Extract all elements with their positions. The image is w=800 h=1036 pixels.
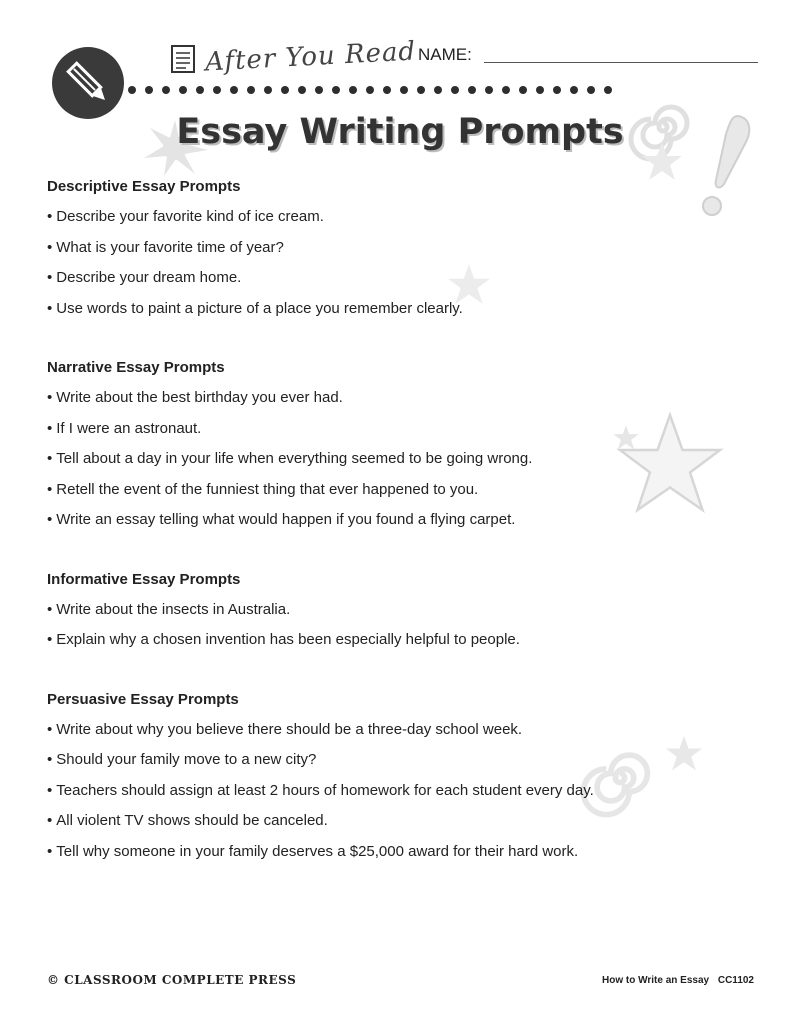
dot-divider (128, 86, 612, 94)
prompt-item: • All violent TV shows should be canceled. (47, 812, 328, 829)
prompt-item: • Write an essay telling what would happen if you found a flying carpet. (47, 511, 516, 528)
prompt-item: • Write about why you believe there should be a three-day school week. (47, 720, 523, 738)
prompt-item: • Describe your dream home. (47, 269, 242, 286)
pencil-badge (52, 47, 124, 119)
footer-doc-code: CC1102 (717, 975, 754, 986)
prompt-item: • Tell why someone in your family deserves a $25,000 award for their hard work. (47, 842, 579, 860)
prompt-item: • Describe your favorite kind of ice cream. (47, 208, 324, 225)
section-narrative (47, 353, 707, 536)
prompt-item: • Should your family move to a new city? (47, 751, 317, 768)
notebook-icon (170, 44, 196, 74)
prompt-item: • If I were an astronaut. (47, 419, 202, 437)
prompt-item: • What is your favorite time of year? (47, 238, 284, 256)
name-line[interactable] (484, 62, 758, 63)
prompt-sections (47, 172, 707, 867)
prompt-item: • Explain why a chosen invention has been especially helpful to people. (47, 631, 520, 648)
section-heading: Descriptive Essay Prompts (47, 178, 241, 195)
prompt-item: • Teachers should assign at least 2 hours of homework for each student every day. (47, 781, 594, 799)
footer-doc-info (602, 975, 754, 986)
prompt-item: • Retell the event of the funniest thing that ever happened to you. (47, 480, 479, 498)
page-title: Essay Writing Prompts (176, 112, 624, 152)
prompt-item: • Write about the best birthday you ever had. (47, 389, 343, 406)
pencil-icon (52, 47, 124, 119)
section-descriptive (47, 172, 707, 324)
copyright-publisher: © CLASSROOM COMPLETE PRESS (47, 973, 297, 987)
footer-doc-title: How to Write an Essay (602, 975, 710, 986)
prompt-item: • Tell about a day in your life when everything seemed to be going wrong. (47, 450, 533, 467)
section-informative (47, 565, 707, 656)
section-heading: Informative Essay Prompts (47, 570, 241, 588)
prompt-item: • Use words to paint a picture of a place you remember clearly. (47, 299, 463, 317)
section-heading: Narrative Essay Prompts (47, 359, 225, 376)
section-persuasive (47, 685, 707, 868)
name-label: NAME: (418, 45, 472, 64)
after-you-read-banner: After You Read (204, 36, 417, 78)
prompt-item: • Write about the insects in Australia. (47, 600, 291, 618)
section-heading: Persuasive Essay Prompts (47, 690, 239, 708)
